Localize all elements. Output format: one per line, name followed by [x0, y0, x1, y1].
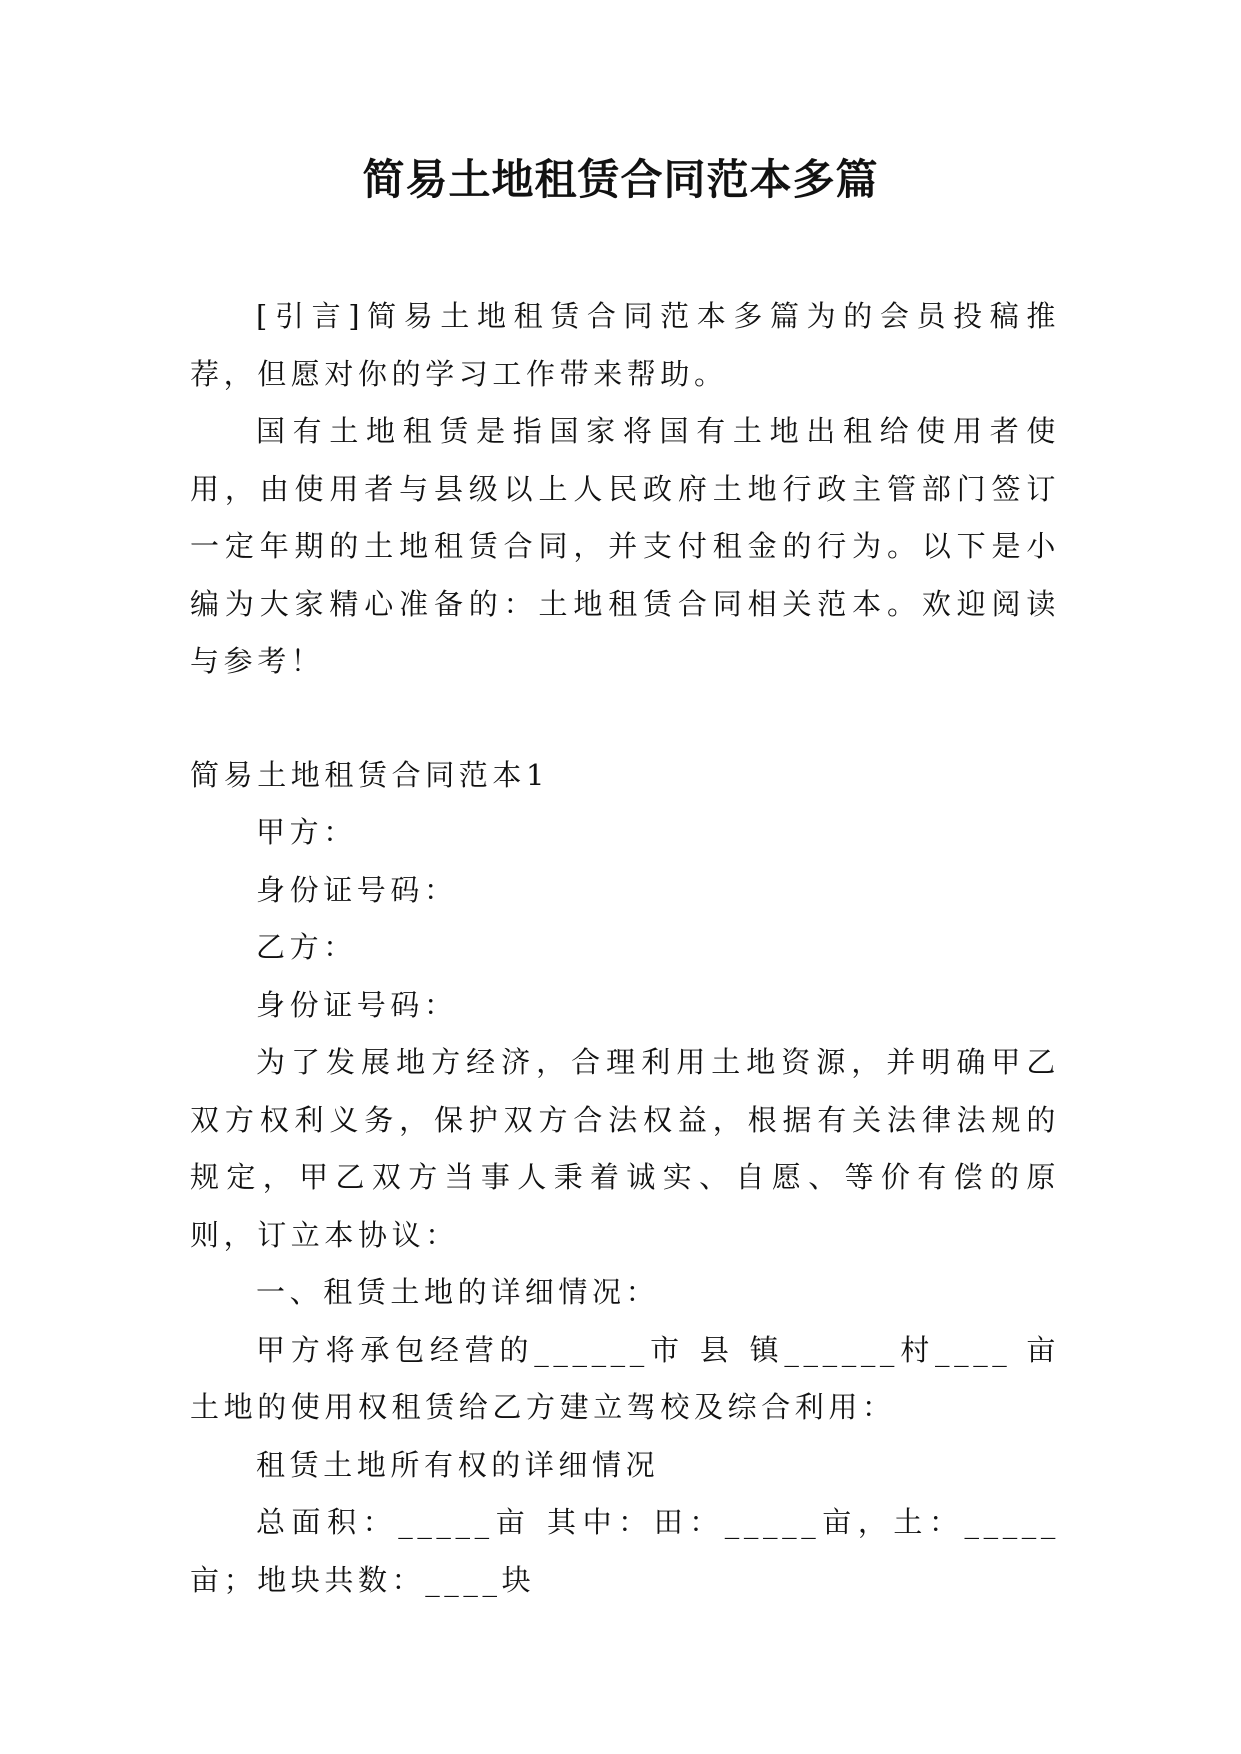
- document-body: [190, 288, 1060, 1609]
- clause-heading: 一、租赁土地的详细情况：: [256, 1275, 660, 1309]
- party-b-label: 乙方：: [256, 930, 357, 964]
- intro-paragraph: 国有土地租赁是指国家将国有土地出租给使用者使用，由使用者与县级以上人民政府土地行政主管部门签订一定年期的土地租赁合同，并支付租金的行为。以下是小编为大家精心准备的：土地租赁合同相关范本。欢迎阅读与参考！: [190, 414, 1060, 678]
- clause-paragraph: 甲方将承包经营的______市 县 镇______村____ 亩土地的使用权租赁给乙方建立驾校及综合利用：: [190, 1332, 1060, 1424]
- intro-paragraph: [引言]简易土地租赁合同范本多篇为的会员投稿推荐，但愿对你的学习工作带来帮助。: [190, 299, 1060, 391]
- id-number-label: 身份证号码：: [256, 987, 458, 1022]
- document-title: 简易土地租赁合同范本多篇: [362, 155, 879, 204]
- section-heading: 简易土地租赁合同范本1: [190, 757, 550, 792]
- preamble-paragraph: 为了发展地方经济，合理利用土地资源，并明确甲乙双方权利义务，保护双方合法权益，根据有关法律法规的规定，甲乙双方当事人秉着诚实、自愿、等价有偿的原则，订立本协议：: [190, 1045, 1060, 1252]
- ownership-heading: 租赁土地所有权的详细情况: [256, 1447, 660, 1482]
- section-spacer: [190, 691, 1060, 747]
- id-number-label: 身份证号码：: [256, 872, 458, 907]
- party-a-label: 甲方：: [256, 815, 357, 849]
- area-paragraph: 总面积：_____亩 其中：田：_____亩，土：_____亩；地块共数：____块: [190, 1505, 1060, 1597]
